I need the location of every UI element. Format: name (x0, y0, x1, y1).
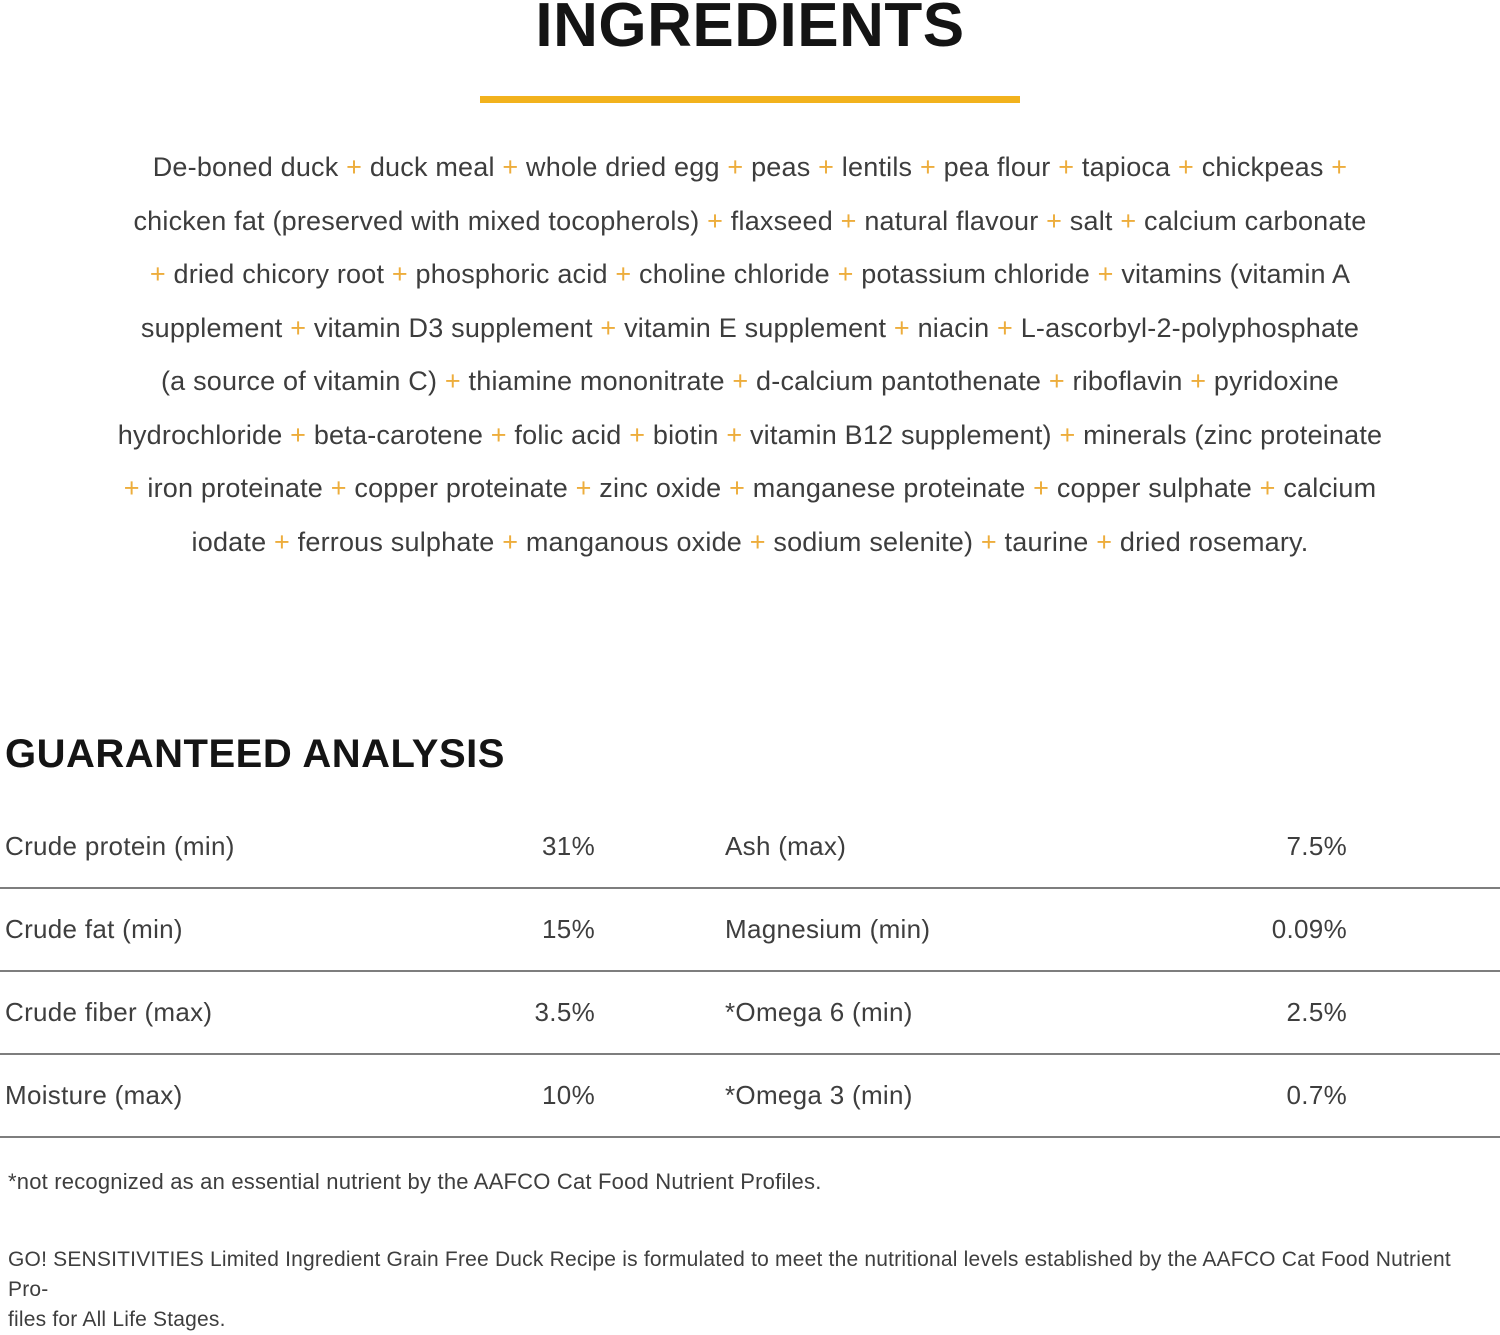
plus-separator: + (726, 419, 743, 450)
plus-separator: + (123, 473, 140, 503)
nutrient-label: Magnesium (min) (725, 914, 931, 944)
analysis-cell-right (725, 1080, 1347, 1111)
plus-separator: + (290, 419, 307, 450)
plus-separator: + (1120, 205, 1137, 236)
ingredients-line: chicken fat (preserved with mixed tocopherols) + flaxseed + natural flavour + salt + calcium carbonate (133, 205, 1367, 236)
formulation-line: files for All Life Stages. (8, 1308, 226, 1331)
aafco-footnote: *not recognized as an essential nutrient by the AAFCO Cat Food Nutrient Profiles. (8, 1169, 822, 1194)
plus-separator: + (1097, 259, 1114, 289)
guaranteed-analysis-table (0, 806, 1500, 1138)
analysis-row (0, 972, 1500, 1055)
page-title: INGREDIENTS (535, 0, 965, 60)
nutrient-label: Crude protein (min) (5, 831, 235, 861)
nutrient-value: 31% (542, 831, 595, 861)
plus-separator: + (502, 152, 519, 182)
ingredients-line: De-boned duck + duck meal + whole dried egg + peas + lentils + pea flour + tapioca + chickpeas + (152, 152, 1348, 182)
nutrient-label: *Omega 6 (min) (725, 997, 913, 1027)
analysis-row (0, 1055, 1500, 1138)
ingredients-line: + iron proteinate + copper proteinate + zinc oxide + manganese proteinate + copper sulphate + calcium (123, 473, 1377, 503)
plus-separator: + (727, 152, 744, 182)
plus-separator: + (729, 473, 746, 503)
plus-separator: + (330, 473, 347, 503)
analysis-cell-right (725, 997, 1347, 1028)
formulation-statement (8, 1245, 1492, 1335)
plus-separator: + (444, 366, 461, 396)
plus-separator: + (1190, 366, 1207, 396)
plus-separator: + (629, 419, 646, 450)
nutrient-value: 0.7% (1286, 1080, 1347, 1110)
analysis-row (0, 806, 1500, 889)
ingredients-line: iodate + ferrous sulphate + manganous oxide + sodium selenite) + taurine + dried rosemary. (191, 526, 1309, 557)
plus-separator: + (1046, 205, 1063, 236)
analysis-cell-left (0, 997, 595, 1028)
plus-separator: + (1178, 152, 1195, 182)
plus-separator: + (1096, 526, 1113, 557)
analysis-cell-right (725, 831, 1347, 862)
plus-separator: + (1048, 366, 1065, 396)
plus-separator: + (346, 152, 363, 182)
ingredients-line: supplement + vitamin D3 supplement + vitamin E supplement + niacin + L-ascorbyl-2-polyphosphate (140, 312, 1360, 343)
plus-separator: + (1033, 473, 1050, 503)
analysis-row (0, 889, 1500, 972)
nutrient-value: 7.5% (1286, 831, 1347, 861)
guaranteed-analysis-title: GUARANTEED ANALYSIS (5, 732, 505, 776)
plus-separator: + (818, 152, 835, 182)
plus-separator: + (980, 526, 997, 557)
nutrient-value: 0.09% (1271, 914, 1347, 944)
plus-separator: + (149, 259, 166, 289)
plus-separator: + (893, 312, 910, 343)
nutrient-label: Crude fat (min) (5, 914, 183, 944)
plus-separator: + (615, 259, 632, 289)
plus-separator: + (502, 526, 519, 557)
nutrient-label: Moisture (max) (5, 1080, 183, 1110)
formulation-line: GO! SENSITIVITIES Limited Ingredient Grain Free Duck Recipe is formulated to meet the nutritional levels established by the AAFCO Cat Food Nutrient Pro- (8, 1248, 1451, 1301)
plus-separator: + (919, 152, 936, 182)
nutrient-value: 10% (542, 1080, 595, 1110)
plus-separator: + (1331, 152, 1348, 182)
analysis-cell-left (0, 914, 595, 945)
plus-separator: + (749, 526, 766, 557)
plus-separator: + (840, 205, 857, 236)
ingredients-line: + dried chicory root + phosphoric acid + choline chloride + potassium chloride + vitamins (vitamin A (149, 259, 1351, 289)
plus-separator: + (290, 312, 307, 343)
nutrient-value: 3.5% (534, 997, 595, 1027)
analysis-cell-right (725, 914, 1347, 945)
ingredients-line: hydrochloride + beta-carotene + folic acid + biotin + vitamin B12 supplement) + minerals (zinc proteinate (117, 419, 1383, 450)
plus-separator: + (1058, 152, 1075, 182)
nutrient-value: 15% (542, 914, 595, 944)
plus-separator: + (732, 366, 749, 396)
plus-separator: + (575, 473, 592, 503)
plus-separator: + (1259, 473, 1276, 503)
nutrient-label: *Omega 3 (min) (725, 1080, 913, 1110)
plus-separator: + (600, 312, 617, 343)
plus-separator: + (490, 419, 507, 450)
plus-separator: + (1059, 419, 1076, 450)
gold-underline-bar (480, 96, 1020, 103)
plus-separator: + (391, 259, 408, 289)
plus-separator: + (837, 259, 854, 289)
analysis-cell-left (0, 831, 595, 862)
plus-separator: + (274, 526, 290, 557)
nutrient-label: Ash (max) (725, 831, 847, 861)
plus-separator: + (707, 205, 724, 236)
ingredients-paragraph (10, 141, 1490, 569)
plus-separator: + (997, 312, 1013, 343)
ingredients-header (0, 0, 1500, 103)
nutrient-value: 2.5% (1286, 997, 1347, 1027)
ingredients-line: (a source of vitamin C) + thiamine mononitrate + d-calcium pantothenate + riboflavin + pyridoxine (160, 366, 1340, 396)
nutrient-label: Crude fiber (max) (5, 997, 213, 1027)
analysis-cell-left (0, 1080, 595, 1111)
